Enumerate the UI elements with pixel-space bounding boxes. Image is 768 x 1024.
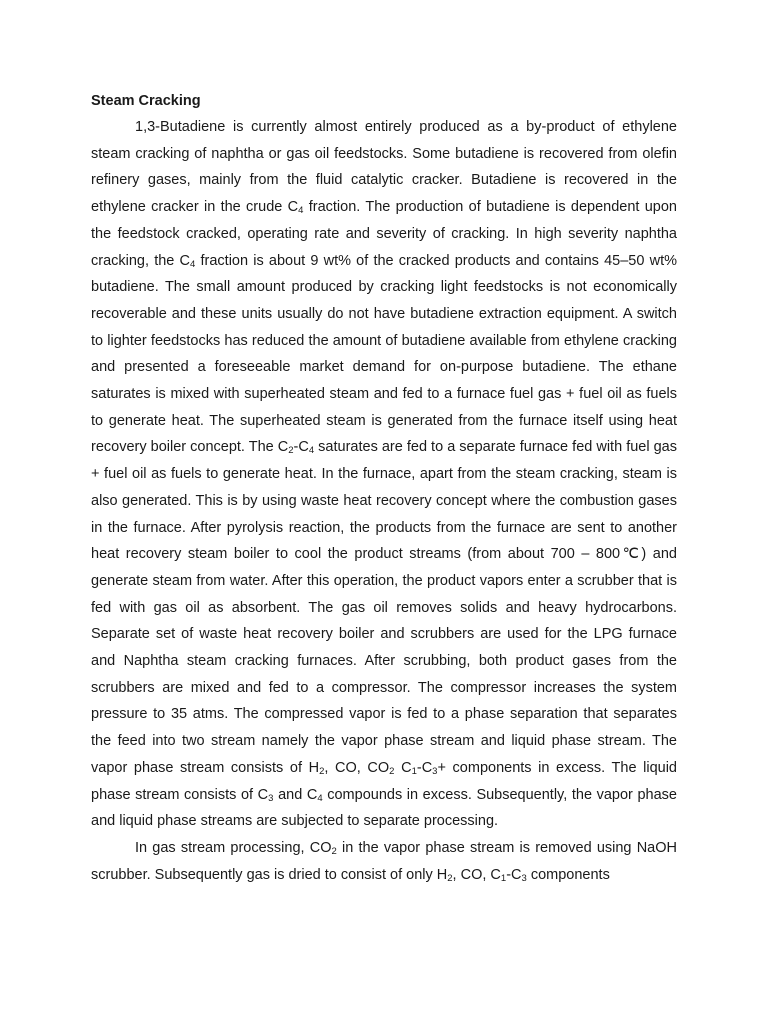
subscript: 1 [411, 765, 417, 777]
text-run: saturates are fed to a separate furnace fed with fuel gas + fuel oil as fuels to generate heat. In the furnace, apart from the steam cracking, steam is also generated. This is by using waste heat recovery concept where the combustion gases in the furnace. After pyrolysis reaction, the products from the furnace are sent to another heat recovery steam boiler to cool the product streams (from about 700 – 800℃) and generate steam from water. After this operation, the product vapors enter a scrubber that is fed with gas oil as absorbent. The gas oil removes solids and heavy hydrocarbons. Separate set of waste heat recovery boiler and scrubbers are used for the LPG furnace and Naphtha steam cracking furnaces. After scrubbing, both product gases from the scrubbers are mixed and fed to a compressor. The compressor increases the system pressure to 35 atms. The compressed vapor is fed to a phase separation that separates the feed into two stream namely the vapor phase stream and liquid phase stream. The vapor phase stream consists of H [91, 439, 677, 776]
text-run: components [526, 866, 610, 883]
document-page [91, 88, 677, 888]
text-run: -C [506, 866, 522, 883]
text-run: , CO, C [452, 866, 501, 883]
paragraph-2 [91, 835, 677, 888]
subscript: 2 [331, 845, 337, 857]
subscript: 3 [521, 872, 527, 884]
subscript: 4 [317, 792, 323, 804]
subscript: 4 [190, 258, 196, 270]
subscript: 3 [432, 765, 438, 777]
subscript: 2 [389, 765, 395, 777]
subscript: 3 [268, 792, 274, 804]
text-run: -C [416, 759, 433, 776]
text-run: in the vapor phase stream is removed using NaOH scrubber. Subsequently gas is dried to consist of only H [91, 839, 677, 883]
text-run: + components in excess. The liquid phase stream consists of C [91, 759, 677, 803]
text-run: compounds in excess. Subsequently, the vapor phase and liquid phase streams are subjected to separate processing. [91, 786, 677, 830]
text-run: 1,3-Butadiene is currently almost entirely produced as a by-product of ethylene steam cracking of naphtha or gas oil feedstocks. Some butadiene is recovered from olefin refinery gases, mainly from the fluid catalytic cracker. Butadiene is recovered in the ethylene cracker in the crude C [91, 119, 677, 216]
subscript: 1 [500, 872, 507, 884]
section-heading: Steam Cracking [91, 93, 201, 109]
subscript: 2 [288, 445, 294, 457]
text-run: and C [273, 786, 318, 803]
subscript: 4 [308, 445, 315, 457]
paragraph-1 [91, 114, 677, 835]
text-run: fraction is about 9 wt% of the cracked products and contains 45–50 wt% butadiene. The small amount produced by cracking light feedstocks is not economically recoverable and these units usually do not have butadiene extraction equipment. A switch to lighter feedstocks has reduced the amount of butadiene available from ethylene cracking and presented a foreseeable market demand for on-purpose butadiene. The ethane saturates is mixed with superheated steam and fed to a furnace fuel gas + fuel oil as fuels to generate heat. The superheated steam is generated from the furnace itself using heat recovery boiler concept. The C [91, 252, 677, 456]
subscript: 4 [298, 205, 304, 217]
subscript: 2 [319, 765, 325, 777]
text-run: , CO, CO [324, 759, 390, 776]
text-run: fraction. The production of butadiene is dependent upon the feedstock cracked, operating rate and severity of cracking. In high severity naphtha cracking, the C [91, 199, 677, 269]
text-run: In gas stream processing, CO [135, 839, 332, 856]
subscript: 2 [447, 872, 453, 884]
text-run: -C [293, 439, 309, 456]
text-run: C [394, 759, 412, 776]
